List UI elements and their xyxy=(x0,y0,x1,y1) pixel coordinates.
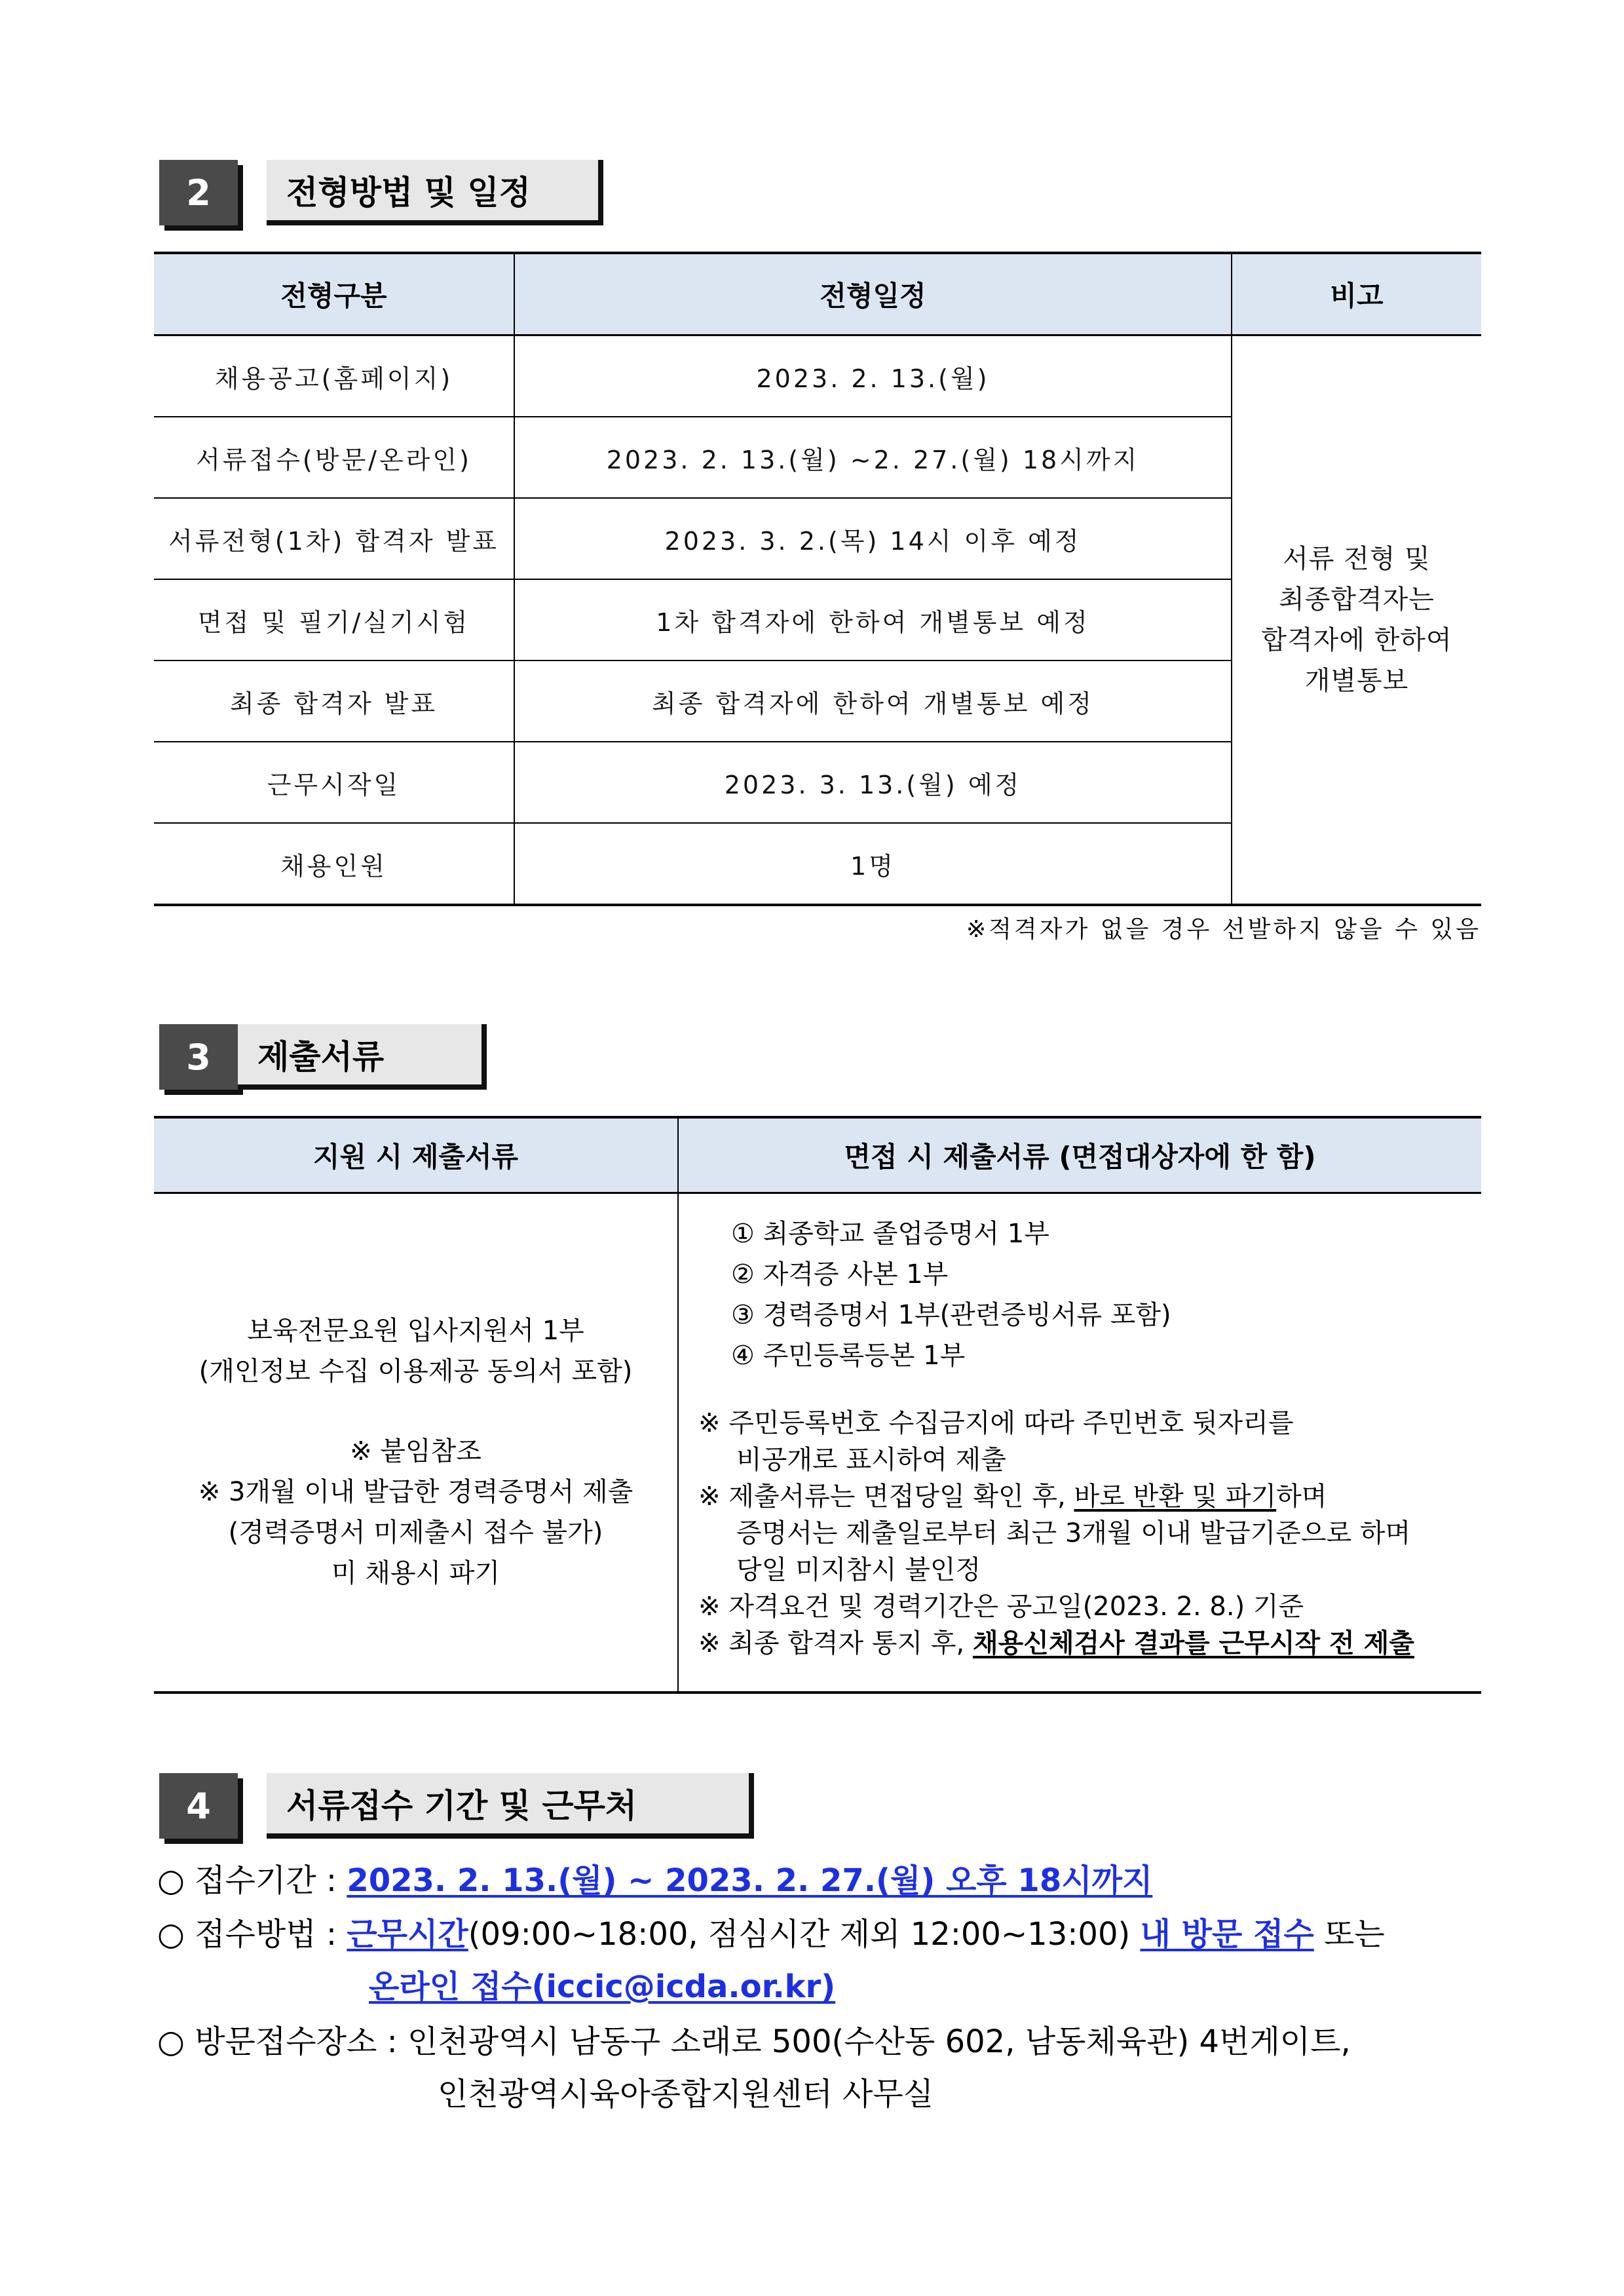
note-line: 증명서는 제출일로부터 최근 3개월 이내 발급기준으로 하며 xyxy=(736,1518,1411,1548)
list-item: ① 최종학교 졸업증명서 1부 xyxy=(731,1219,1049,1249)
section-3-title: 제출서류 xyxy=(238,1024,487,1090)
row-category: 채용인원 xyxy=(154,823,514,905)
schedule-table xyxy=(154,252,1481,906)
schedule-footnote: ※적격자가 없을 경우 선발하지 않을 수 있음 xyxy=(966,916,1481,943)
method-line xyxy=(157,1909,1385,1959)
header-schedule: 전형일정 xyxy=(514,253,1232,335)
doc-line: (경력증명서 미제출시 접수 불가) xyxy=(228,1518,603,1548)
section-2-number: 2 xyxy=(159,160,238,225)
method-paren: (09:00~18:00, 점심시간 제외 12:00~13:00) xyxy=(468,1916,1141,1953)
row-category: 채용공고(홈페이지) xyxy=(154,335,514,417)
place-line xyxy=(157,2017,1351,2067)
remarks-cell xyxy=(1232,335,1481,906)
row-schedule: 최종 합격자에 한하여 개별통보 예정 xyxy=(514,660,1232,742)
list-item: ② 자격증 사본 1부 xyxy=(731,1259,949,1290)
method-online: 온라인 접수(iccic@icda.or.kr) xyxy=(369,1968,836,2005)
list-item: ③ 경력증명서 1부(관련증빙서류 포함) xyxy=(731,1300,1171,1330)
note-line: 비공개로 표시하여 제출 xyxy=(736,1445,1006,1475)
place-line-2: 인천광역시육아종합지원센터 사무실 xyxy=(438,2076,934,2113)
remarks-line: 합격자에 한하여 xyxy=(1261,625,1452,655)
method-visit: 내 방문 접수 xyxy=(1140,1916,1314,1953)
period-value: 2023. 2. 13.(월) ~ 2023. 2. 27.(월) 오후 18시까지 xyxy=(347,1862,1153,1899)
row-category: 최종 합격자 발표 xyxy=(154,660,514,742)
documents-header-row xyxy=(154,1117,1481,1193)
schedule-header-row xyxy=(154,253,1481,335)
note-line: ※ 자격요건 및 경력기간은 공고일(2023. 2. 8.) 기준 xyxy=(698,1592,1304,1622)
doc-line: 미 채용시 파기 xyxy=(331,1558,500,1588)
note-text: ※ 제출서류는 면접당일 확인 후, xyxy=(698,1482,1074,1512)
method-or: 또는 xyxy=(1313,1916,1385,1953)
row-category: 서류접수(방문/온라인) xyxy=(154,417,514,498)
header-application-docs: 지원 시 제출서류 xyxy=(154,1117,678,1193)
period-line xyxy=(157,1856,1152,1905)
place-label: ○ 방문접수장소 : xyxy=(157,2023,408,2060)
method-online-line xyxy=(369,1962,835,2012)
interview-docs-cell xyxy=(678,1193,1481,1693)
row-category: 면접 및 필기/실기시험 xyxy=(154,579,514,660)
period-label: ○ 접수기간 : xyxy=(157,1862,347,1899)
note-bold-underlined: 채용신체검사 결과를 근무시작 전 제출 xyxy=(972,1628,1414,1658)
remarks-line: 서류 전형 및 xyxy=(1283,544,1431,574)
row-schedule: 2023. 2. 13.(월) xyxy=(514,335,1232,417)
remarks-line: 최종합격자는 xyxy=(1279,584,1435,615)
table-row xyxy=(154,1193,1481,1693)
row-schedule: 1차 합격자에 한하여 개별통보 예정 xyxy=(514,579,1232,660)
table-row xyxy=(154,335,1481,417)
place-address: 인천광역시 남동구 소래로 500(수산동 602, 남동체육관) 4번게이트, xyxy=(407,2023,1351,2060)
doc-line: ※ 붙임참조 xyxy=(350,1436,482,1466)
header-interview-docs: 면접 시 제출서류 (면접대상자에 한 함) xyxy=(678,1117,1481,1193)
method-hours: 근무시간 xyxy=(347,1916,468,1953)
header-remarks: 비고 xyxy=(1232,253,1481,335)
documents-table xyxy=(154,1116,1481,1694)
remarks-line: 개별통보 xyxy=(1304,666,1409,696)
section-4-title: 서류접수 기간 및 근무처 xyxy=(267,1773,754,1839)
method-label: ○ 접수방법 : xyxy=(157,1916,347,1953)
note-text: ※ 최종 합격자 통지 후, xyxy=(698,1628,973,1658)
note-line: 당일 미지참시 불인정 xyxy=(736,1555,981,1585)
row-schedule: 2023. 3. 2.(목) 14시 이후 예정 xyxy=(514,498,1232,579)
doc-line: (개인정보 수집 이용제공 동의서 포함) xyxy=(198,1356,633,1387)
doc-line: 보육전문요원 입사지원서 1부 xyxy=(247,1316,584,1346)
row-category: 근무시작일 xyxy=(154,742,514,823)
note-line xyxy=(698,1625,1481,1662)
section-4-number: 4 xyxy=(159,1773,238,1839)
list-item: ④ 주민등록등본 1부 xyxy=(731,1341,966,1371)
note-text: 하며 xyxy=(1276,1482,1327,1512)
note-underlined: 바로 반환 및 파기 xyxy=(1074,1482,1277,1512)
row-schedule: 1명 xyxy=(514,823,1232,905)
row-schedule: 2023. 2. 13.(월) ~2. 27.(월) 18시까지 xyxy=(514,417,1232,498)
row-schedule: 2023. 3. 13.(월) 예정 xyxy=(514,742,1232,823)
doc-line: ※ 3개월 이내 발급한 경력증명서 제출 xyxy=(198,1477,633,1507)
header-category: 전형구분 xyxy=(154,253,514,335)
note-line: ※ 주민등록번호 수집금지에 따라 주민번호 뒷자리를 xyxy=(698,1408,1294,1438)
section-3-number: 3 xyxy=(159,1024,238,1090)
interview-notes xyxy=(698,1405,1481,1662)
row-category: 서류전형(1차) 합격자 발표 xyxy=(154,498,514,579)
section-2-title: 전형방법 및 일정 xyxy=(267,160,603,225)
application-docs-cell xyxy=(154,1193,678,1693)
note-line xyxy=(698,1478,1481,1515)
